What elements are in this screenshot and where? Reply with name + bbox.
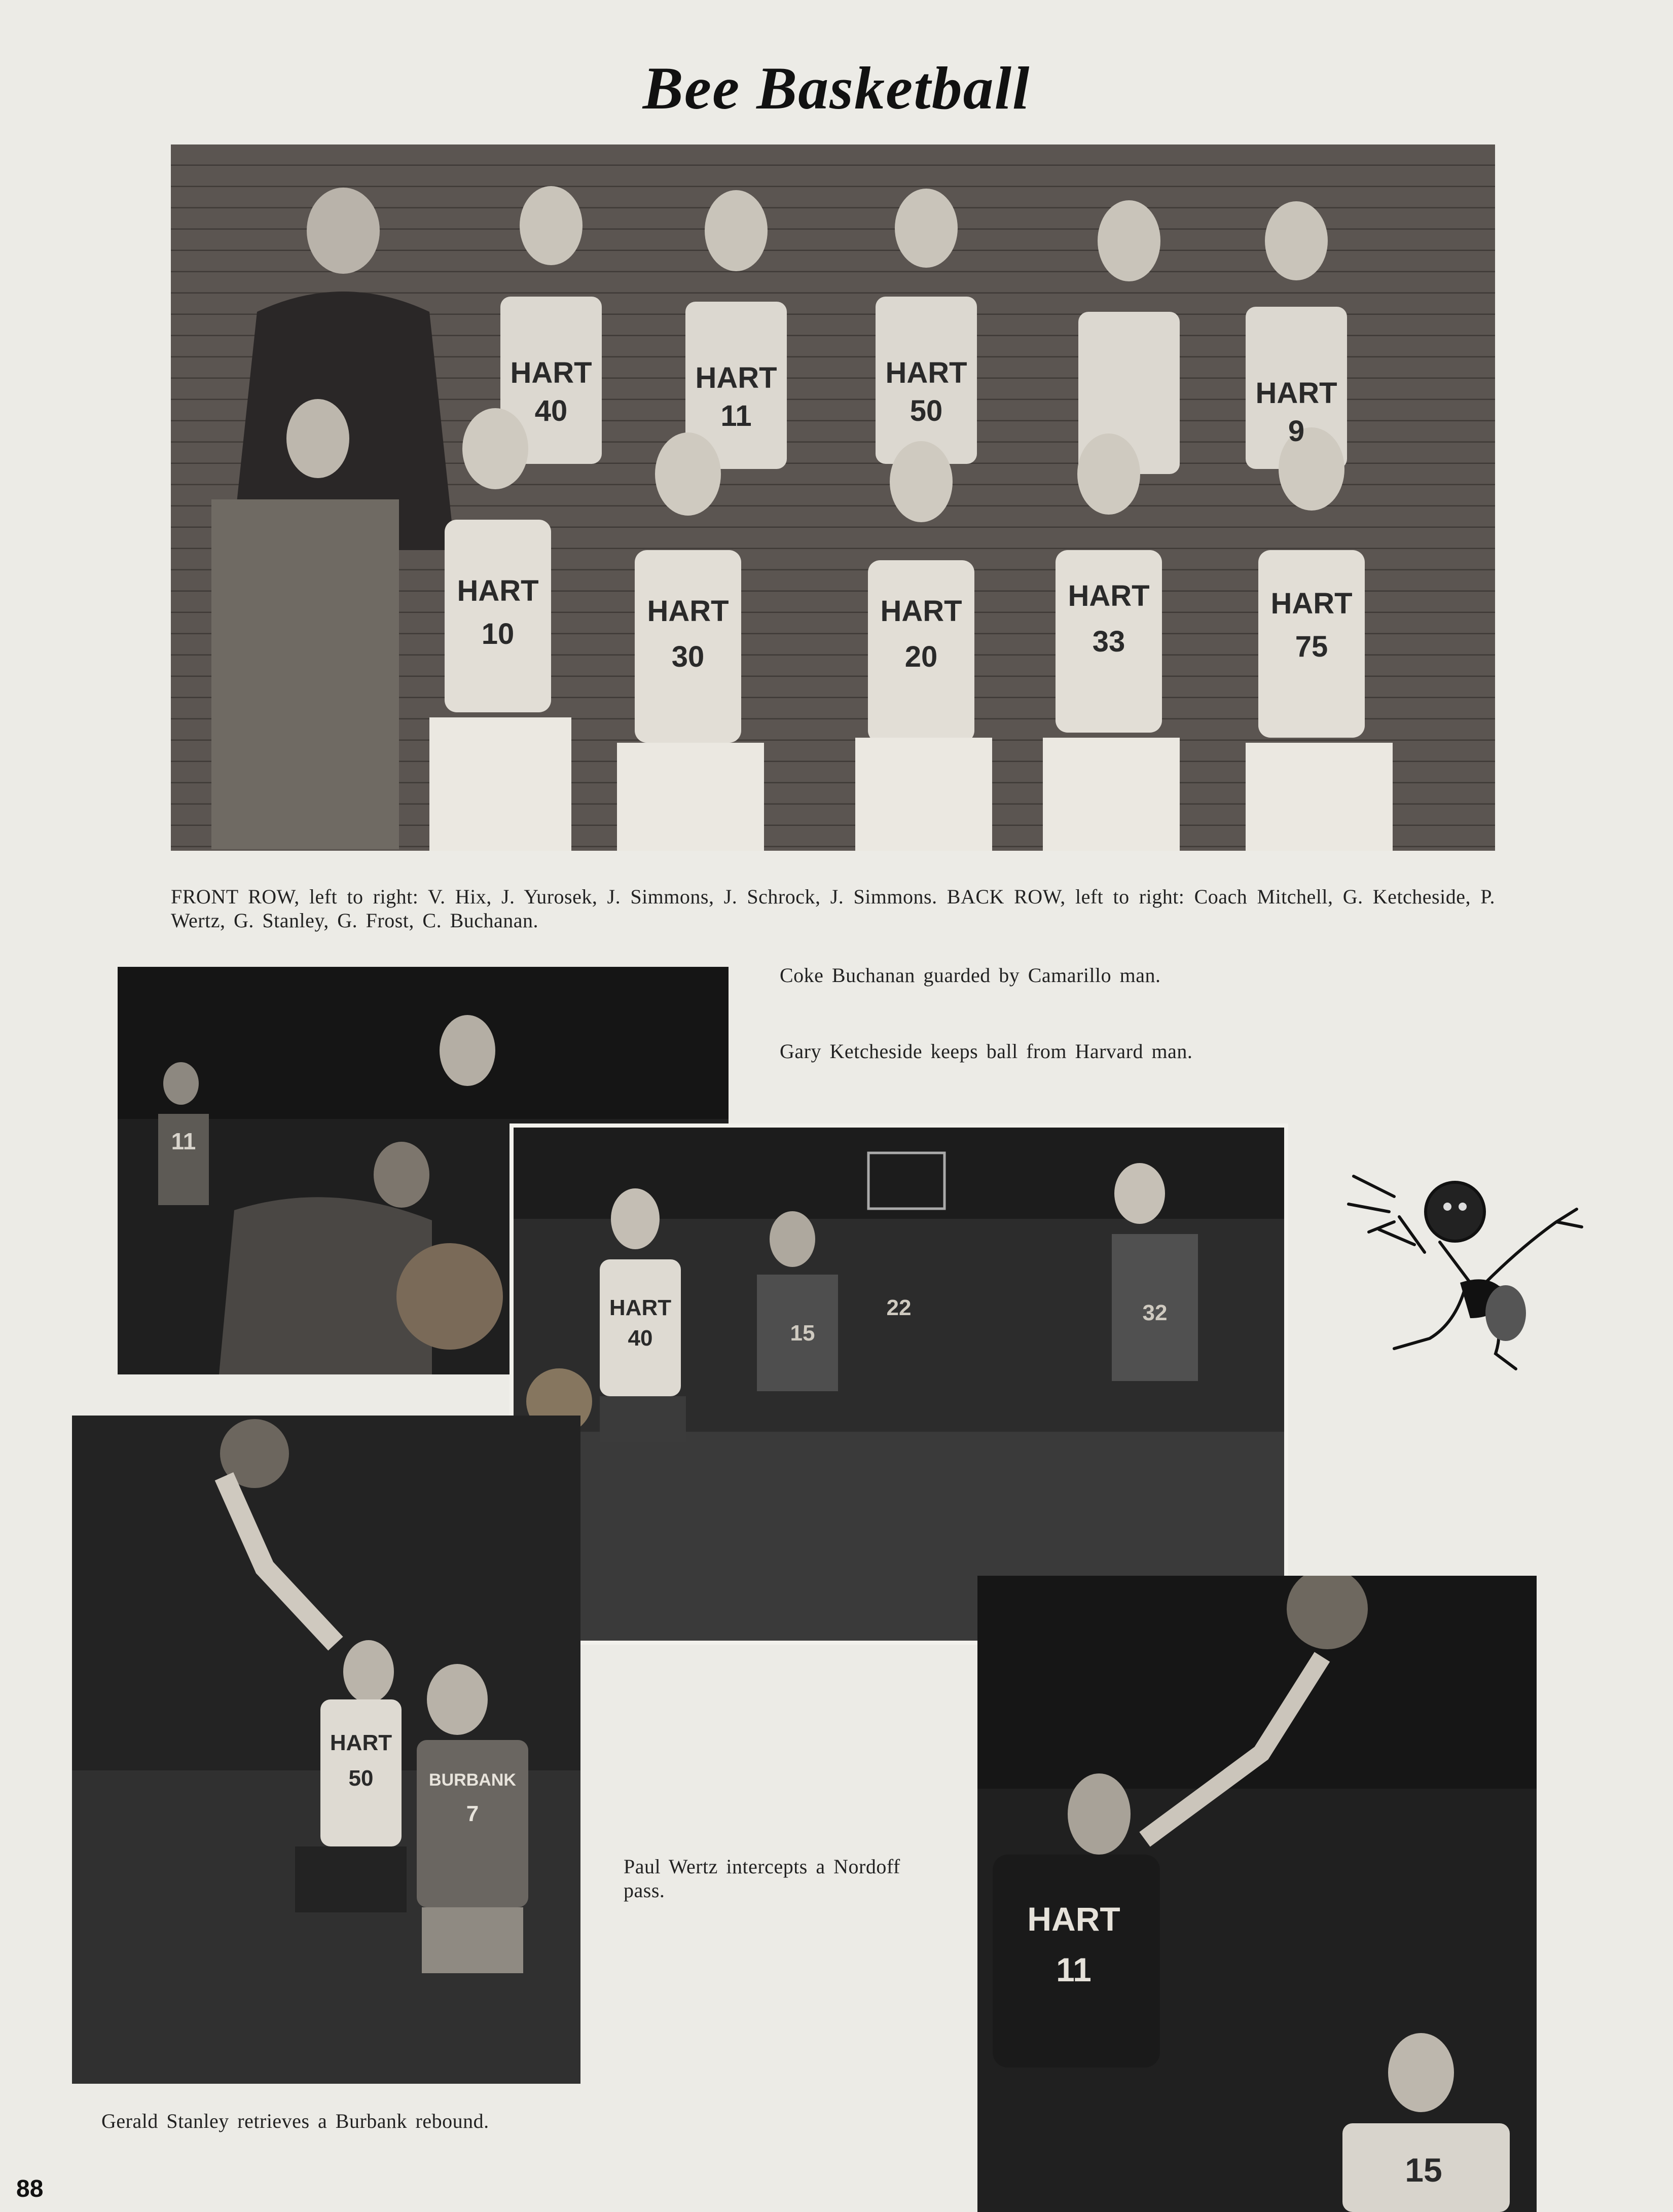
- jersey-label: HART: [1255, 377, 1337, 410]
- jersey-number: 15: [1405, 2151, 1442, 2189]
- jersey-number: 9: [1288, 415, 1305, 448]
- jersey-number: 11: [1056, 1951, 1092, 1988]
- jersey-label: HART: [885, 356, 967, 389]
- gary-ketcheside-caption: Gary Ketcheside keeps ball from Harvard man.: [780, 1040, 1193, 1063]
- paul-wertz-caption: Paul Wertz intercepts a Nordoff pass.: [624, 1855, 900, 1902]
- jersey-number: 22: [886, 1295, 912, 1320]
- jersey-label: HART: [330, 1730, 392, 1755]
- jersey-number: 30: [671, 640, 705, 673]
- team-photo-caption: FRONT ROW, left to right: V. Hix, J. Yurosek, J. Simmons, J. Schrock, J. Simmons. BACK ROW, left to right: Coach Mitchell, G. Ketcheside, P. Wertz, G. Stanley, G. Frost, C. Buchanan.: [171, 885, 1495, 932]
- jersey-label: HART: [457, 574, 539, 607]
- jersey-number: 15: [790, 1321, 815, 1346]
- jersey-number: 11: [171, 1128, 196, 1154]
- jersey-number: 40: [534, 394, 568, 427]
- jersey-label: HART: [695, 361, 777, 394]
- jersey-number: 20: [904, 640, 938, 673]
- gerald-stanley-caption: Gerald Stanley retrieves a Burbank rebound.: [101, 2110, 489, 2132]
- jersey-label: HART: [510, 356, 592, 389]
- jersey-label: HART: [1270, 587, 1353, 620]
- jersey-number: 10: [481, 618, 515, 650]
- gary-ketcheside-photo: [510, 1123, 1288, 1645]
- jersey-number: 50: [348, 1766, 374, 1791]
- jersey-label: HART: [647, 595, 729, 628]
- gerald-stanley-photo: [72, 1416, 580, 2084]
- page-number: 88: [16, 2175, 44, 2202]
- jersey-number: 7: [466, 1801, 479, 1826]
- team-photo: [171, 144, 1495, 851]
- jersey-label: HART: [1068, 579, 1150, 612]
- jersey-number: 33: [1092, 625, 1125, 658]
- jersey-number: 40: [628, 1326, 653, 1351]
- jersey-label: HART: [609, 1295, 672, 1320]
- paul-wertz-photo: [977, 1576, 1537, 2212]
- jersey-number: 32: [1142, 1300, 1168, 1325]
- jersey-number: 75: [1295, 630, 1328, 663]
- bee-mascot-illustration: [1338, 1156, 1612, 1399]
- jersey-number: 11: [720, 400, 752, 432]
- page-title: Bee Basketball: [642, 54, 1031, 122]
- coke-buchanan-caption: Coke Buchanan guarded by Camarillo man.: [780, 964, 1161, 987]
- jersey-label: BURBANK: [429, 1770, 516, 1790]
- jersey-label: HART: [880, 595, 962, 628]
- jersey-label: HART: [1027, 1900, 1120, 1938]
- jersey-number: 50: [910, 394, 943, 427]
